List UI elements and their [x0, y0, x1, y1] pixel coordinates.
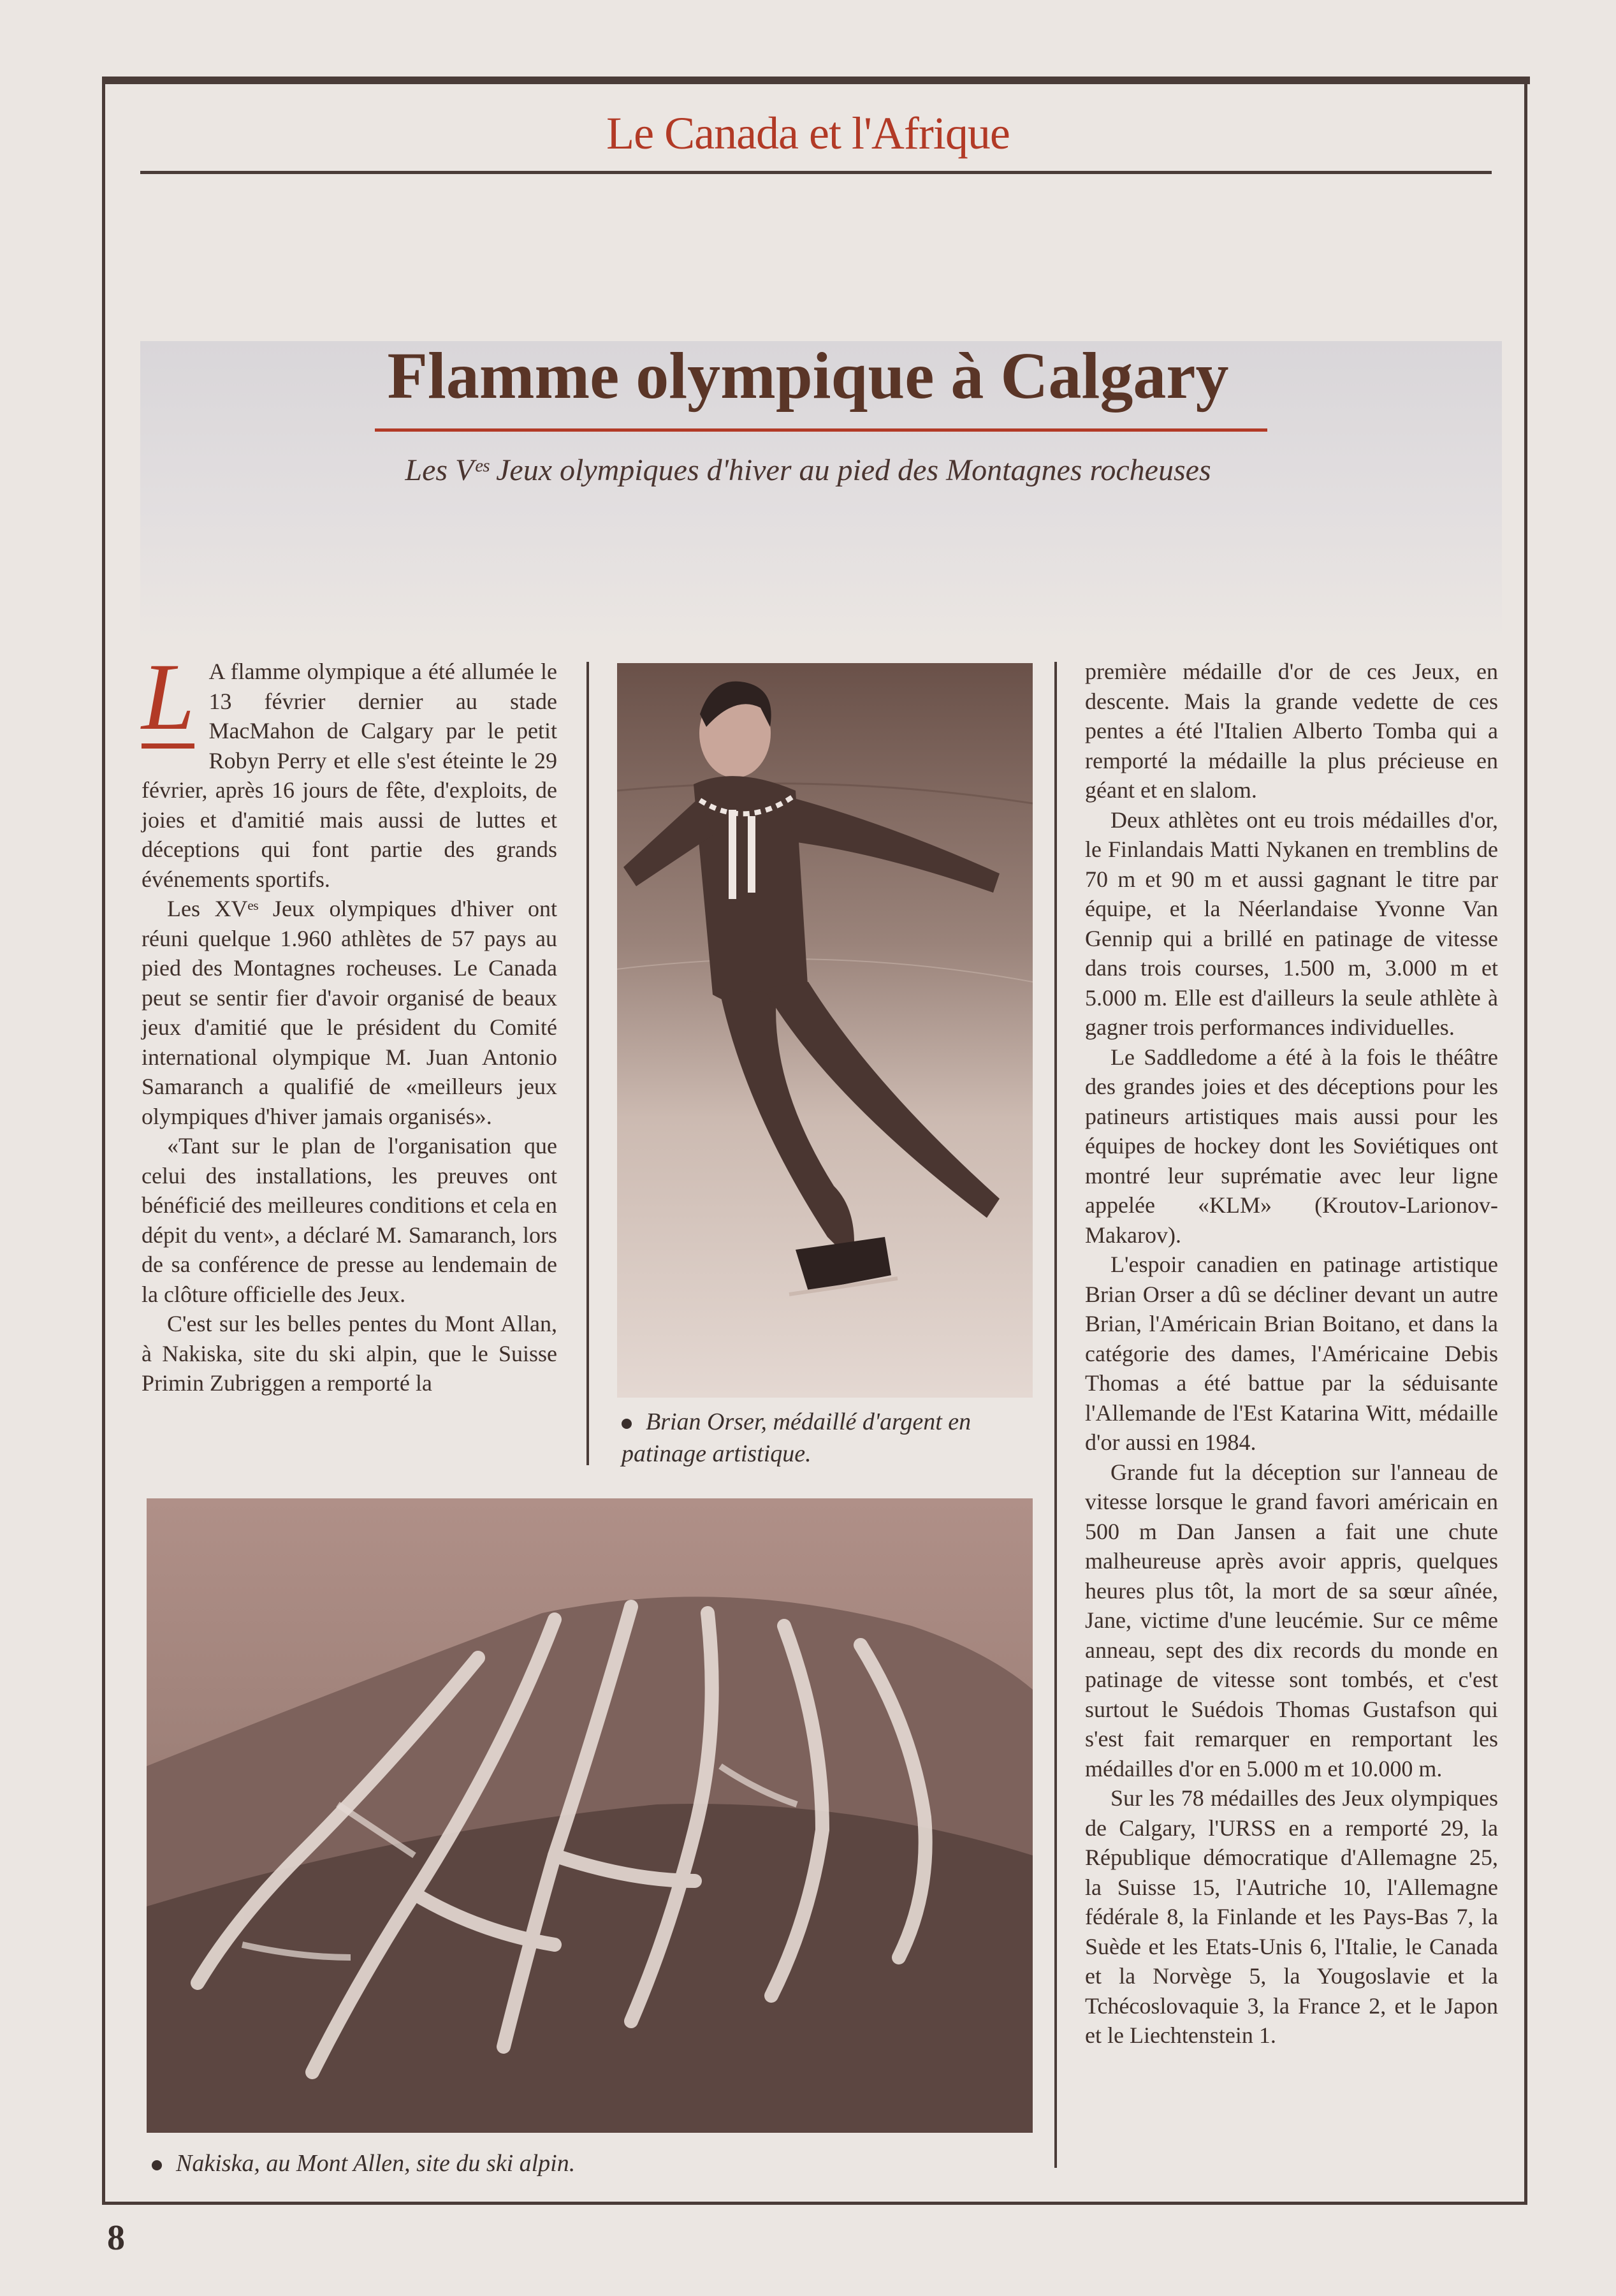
paragraph: Sur les 78 médailles des Jeux olympiques de Calgary, l'URSS en a remporté 29, la République démocratique d'Allemagne 25, la Suisse 15, l'Autriche 10, l'Allemagne fédérale 8, la Finlande et les Pays-Bas 7, la Suède et les Etats-Unis 6, l'Italie, le Canada et la Norvège 5, la Yougoslavie et la Tchécoslovaquie 3, la France 2, et le Japon et le Liechtenstein 1.: [1085, 1785, 1498, 2048]
bullet-icon: [152, 2160, 162, 2170]
paragraph: Deux athlètes ont eu trois médailles d'or, le Finlandais Matti Nykanen en tremblins de 70 m et 90 m et aussi gagnant le titre par équipe, et la Néerlandaise Yvonne Van Gennip qui a brillé en patinage de vitesse dans trois courses, 1.500 m, 3.000 m et 5.000 m. Elle est d'ailleurs la seule athlète à gagner trois performances individuelles.: [1085, 807, 1498, 1040]
drop-cap: L: [142, 644, 195, 750]
paragraph: L A flamme olympique a été allumée le 13 février dernier au stade MacMahon de Calgary par le petit Robyn Perry et elle s'est éteinte le 29 février, après 16 jours de fête, d'exploits, de joies et d'amitié mais aussi de luttes et déceptions qui font partie des grands événements sportifs.: [142, 644, 557, 892]
header-rule: [140, 171, 1492, 174]
paragraph: L'espoir canadien en patinage artistique Brian Orser a dû se décliner devant un autre Brian, l'Américain Brian Boitano, et dans la catégorie des dames, l'Américaine Debis Thomas a été battue par la séduisante l'Allemande de l'Est Katarina Witt, médaille d'or aussi en 1984.: [1085, 1252, 1498, 1455]
paragraph: Le Saddledome a été à la fois le théâtre des grandes joies et des déceptions pour les patineurs artistiques mais aussi pour les équipes de hockey dont les Soviétiques ont montré leur suprématie avec leur ligne appelée «KLM» (Kroutov-Larionov-Makarov).: [1085, 1044, 1498, 1248]
bullet-icon: [622, 1419, 632, 1429]
article-subtitle: Les Vᵉˢ Jeux olympiques d'hiver au pied des Montagnes rocheuses: [405, 453, 1211, 487]
paragraph: Les XVᵉˢ Jeux olympiques d'hiver ont réuni quelque 1.960 athlètes de 57 pays au pied des Montagnes rocheuses. Le Canada peut se sentir fier d'avoir organisé de beaux jeux d'amitié que le président du Comité international olympique M. Juan Antonio Samaranch a qualifié de «meilleurs jeux olympiques d'hiver jamais organisés».: [142, 896, 557, 1129]
paragraph: C'est sur les belles pentes du Mont Allan, à Nakiska, site du ski alpin, que le Suisse Primin Zubriggen a remporté la: [142, 1311, 557, 1396]
column-rule: [586, 662, 589, 1465]
caption-mountain: Nakiska, au Mont Allen, site du ski alpin.: [152, 2147, 917, 2179]
photo-mountain-ski-slopes: [147, 1498, 1033, 2133]
page-number: 8: [107, 2218, 125, 2258]
section-header: Le Canada et l'Afrique: [606, 108, 1010, 159]
paragraph: Grande fut la déception sur l'anneau de vitesse lorsque le grand favori américain en 500 m Dan Jansen a fait une chute malheureuse après avoir appris, quelques heures plus tôt, la mort de sa sœur aînée, Jane, victime d'une leucémie. Sur ce même anneau, sept des dix records du monde en patinage de vitesse sont tombés, et c'est surtout le Suédois Thomas Gustafson qui s'est fait remarquer en remportant les médailles d'or en 5.000 m et 10.000 m.: [1085, 1459, 1498, 1781]
text-column-left: [142, 644, 557, 1398]
photo-figure-skater: [617, 663, 1033, 1398]
article-title: Flamme olympique à Calgary: [387, 339, 1229, 413]
paragraph: première médaille d'or de ces Jeux, en descente. Mais la grande vedette de ces pentes a été l'Italien Alberto Tomba qui a remporté la médaille la plus précieuse en géant et en slalom.: [1085, 659, 1498, 803]
text-column-right: [1085, 657, 1498, 2051]
caption-skater: Brian Orser, médaillé d'argent en patinage artistique.: [622, 1408, 972, 1467]
title-rule: [375, 428, 1267, 432]
column-rule: [1054, 662, 1057, 2168]
paragraph: «Tant sur le plan de l'organisation que celui des installations, les preuves ont bénéficié des meilleures conditions et cela en dépit du vent», a déclaré M. Samaranch, lors de sa conférence de presse au lendemain de la clôture officielle des Jeux.: [142, 1133, 557, 1307]
